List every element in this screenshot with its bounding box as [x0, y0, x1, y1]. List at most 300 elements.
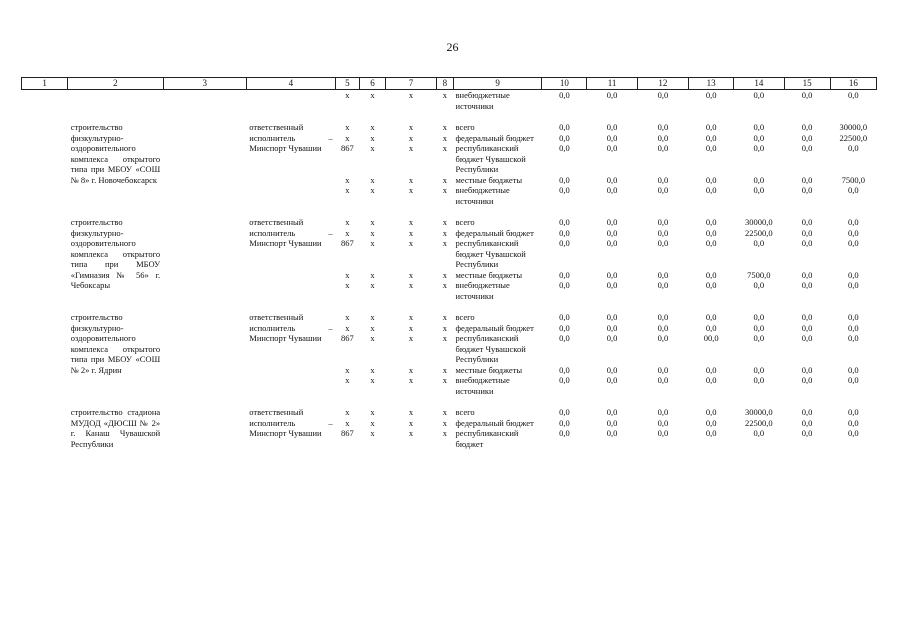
amount-cell: 0,0: [848, 428, 859, 438]
amount-cell: 0,0: [705, 217, 717, 227]
table-row: [22, 312, 877, 323]
code-grbs: х: [345, 280, 350, 290]
amount-cell: 0,0: [801, 417, 813, 428]
amount-cell: 0,0: [753, 333, 765, 343]
funding-source: местные бюджеты: [455, 174, 523, 185]
amount-cell: 0,0: [606, 185, 618, 195]
funding-source: республиканский бюджет Чувашской Республики: [455, 333, 526, 364]
amount-cell: 0,0: [848, 185, 859, 195]
amount-cell: 0,0: [657, 269, 669, 280]
amount-cell: 0,0: [705, 280, 717, 290]
code-section: х: [370, 312, 375, 322]
funding-source: внебюджетные источники: [455, 90, 510, 111]
amount-cell: 0,0: [705, 122, 717, 132]
funding-source: внебюджетные источники: [455, 280, 510, 301]
funding-source: республиканский бюджет: [455, 428, 519, 449]
code-target: х: [408, 333, 414, 343]
code-section: х: [370, 417, 375, 428]
cell-empty: [163, 375, 246, 396]
code-target: х: [408, 280, 414, 290]
amount-cell: 0,0: [606, 364, 618, 375]
code-section: х: [370, 132, 375, 143]
cell-empty: [22, 407, 68, 418]
code-section: х: [370, 364, 375, 375]
amount-cell: 0,0: [705, 238, 717, 248]
code-grbs: х: [345, 217, 350, 227]
measure-name: строительство физкультурно-оздоровительного комплекса открытого типа при МБОУ «Гимназия № 56» г. Чебоксары: [70, 217, 161, 290]
cell-empty: [163, 133, 246, 144]
cell-empty: [22, 428, 68, 449]
amount-cell: 0,0: [606, 90, 618, 100]
amount-cell: 0,0: [753, 375, 765, 385]
amount-cell: 0,0: [559, 407, 570, 417]
cell-empty: [246, 90, 335, 112]
amount-cell: 0,0: [705, 143, 717, 153]
amount-cell: 0,0: [848, 143, 859, 153]
amount-cell: 0,0: [559, 269, 570, 280]
code-target: х: [408, 407, 414, 417]
code-type: х: [442, 238, 447, 248]
code-grbs: х: [345, 185, 350, 195]
spacer-cell: [22, 111, 877, 122]
amount-cell: 0,0: [606, 333, 618, 343]
table-row: [22, 122, 877, 133]
code-grbs: х: [345, 227, 350, 238]
code-type: х: [442, 185, 447, 195]
cell-empty: [163, 312, 246, 323]
cell-empty: [163, 122, 246, 133]
cell-empty: [22, 228, 68, 239]
funding-source: всего: [455, 312, 475, 322]
amount-cell: 0,0: [848, 407, 859, 417]
amount-cell: 0,0: [606, 280, 618, 290]
amount-cell: 0,0: [606, 238, 618, 248]
amount-cell: 0,0: [657, 375, 669, 385]
executor-name: ответственный исполнитель – Минспорт Чувашии: [249, 312, 333, 343]
code-target: х: [408, 428, 414, 438]
code-target: х: [408, 269, 414, 280]
amount-cell: 0,0: [559, 90, 570, 100]
funding-source: всего: [455, 122, 475, 132]
cell-empty: [22, 280, 68, 301]
amount-cell: 0,0: [848, 375, 859, 385]
amount-cell: 0,0: [559, 280, 570, 290]
amount-cell: 0,0: [606, 407, 618, 417]
amount-cell: 0,0: [606, 122, 618, 132]
spacer-row: [22, 301, 877, 312]
code-section: х: [370, 90, 375, 100]
cell-empty: [163, 418, 246, 429]
amount-cell: 0,0: [657, 174, 669, 185]
amount-cell: 0,0: [753, 174, 765, 185]
amount-cell: 0,0: [657, 280, 669, 290]
measure-name: строительство стадиона МУДОД «ДЮСШ № 2» г. Канаш Чувашской Республики: [70, 407, 161, 449]
amount-cell: 0,0: [753, 322, 765, 333]
column-number: 3: [163, 78, 246, 90]
code-type: х: [442, 333, 447, 343]
column-number: 6: [359, 78, 386, 90]
cell-empty: [22, 122, 68, 133]
funding-source: республиканский бюджет Чувашской Республики: [455, 143, 526, 174]
column-number: 9: [454, 78, 542, 90]
amount-cell: 0,0: [606, 227, 618, 238]
amount-cell: 0,0: [801, 90, 813, 100]
amount-cell: 0,0: [657, 417, 669, 428]
code-type: х: [442, 322, 447, 333]
amount-cell: 0,0: [801, 185, 813, 195]
code-target: х: [408, 90, 414, 100]
amount-cell: 0,0: [848, 217, 859, 227]
amount-cell: 0,0: [753, 364, 765, 375]
column-number: 14: [734, 78, 784, 90]
amount-cell: 0,0: [848, 90, 859, 100]
amount-cell: 0,0: [705, 132, 717, 143]
amount-cell: 0,0: [705, 269, 717, 280]
column-numbers-row: [22, 78, 877, 90]
amount-cell: 0,0: [801, 174, 813, 185]
code-grbs: х: [345, 174, 350, 185]
cell-empty: [163, 407, 246, 418]
spacer-cell: [22, 301, 877, 312]
code-grbs: х: [345, 322, 350, 333]
code-target: х: [408, 227, 414, 238]
code-section: х: [370, 238, 375, 248]
amount-cell: 0,0: [606, 174, 618, 185]
amount-cell: 0,0: [801, 428, 813, 438]
amount-cell: 0,0: [801, 375, 813, 385]
amount-cell: 0,0: [848, 227, 859, 238]
code-type: х: [442, 428, 447, 438]
amount-cell: 0,0: [559, 322, 570, 333]
column-number: 12: [637, 78, 688, 90]
amount-cell: 0,0: [559, 375, 570, 385]
amount-cell: 0,0: [559, 185, 570, 195]
cell-empty: [22, 90, 68, 112]
amount-cell: 0,0: [753, 312, 765, 322]
amount-cell: 0,0: [657, 322, 669, 333]
amount-cell: 30000,0: [839, 122, 868, 132]
code-grbs: х: [345, 375, 350, 385]
spacer-row: [22, 396, 877, 407]
code-type: х: [442, 174, 447, 185]
amount-cell: 0,0: [705, 417, 717, 428]
amount-cell: 0,0: [657, 185, 669, 195]
amount-cell: 0,0: [705, 174, 717, 185]
amount-cell: 0,0: [559, 312, 570, 322]
column-number: 7: [386, 78, 436, 90]
code-grbs: х: [345, 269, 350, 280]
cell-empty: [163, 143, 246, 175]
code-grbs: 867: [340, 238, 354, 248]
amount-cell: 0,0: [606, 143, 618, 153]
code-grbs: х: [345, 407, 350, 417]
amount-cell: 7500,0: [841, 174, 866, 185]
cell-empty: [163, 323, 246, 334]
cell-empty: [22, 323, 68, 334]
amount-cell: 0,0: [606, 132, 618, 143]
amount-cell: 0,0: [606, 217, 618, 227]
executor-name: ответственный исполнитель – Минспорт Чувашии: [249, 217, 333, 248]
cell-empty: [163, 365, 246, 376]
amount-cell: 0,0: [559, 428, 570, 438]
code-type: х: [442, 417, 447, 428]
amount-cell: 22500,0: [745, 417, 773, 428]
code-section: х: [370, 428, 375, 438]
code-grbs: х: [345, 312, 350, 322]
amount-cell: 0,0: [705, 322, 717, 333]
cell-empty: [22, 143, 68, 175]
amount-cell: 0,0: [606, 269, 618, 280]
amount-cell: 22500,0: [839, 132, 868, 143]
amount-cell: 0,0: [657, 238, 669, 248]
amount-cell: 0,0: [801, 122, 813, 132]
code-section: х: [370, 280, 375, 290]
code-target: х: [408, 185, 414, 195]
cell-empty: [163, 185, 246, 206]
funding-source: федеральный бюджет: [455, 417, 534, 428]
amount-cell: 0,0: [657, 217, 669, 227]
cell-empty: [22, 375, 68, 396]
amount-cell: 0,0: [801, 132, 813, 143]
table-row: [22, 407, 877, 418]
code-section: х: [370, 143, 375, 153]
amount-cell: 0,0: [705, 312, 717, 322]
cell-empty: [22, 418, 68, 429]
amount-cell: 0,0: [801, 312, 813, 322]
code-section: х: [370, 122, 375, 132]
code-type: х: [442, 407, 447, 417]
amount-cell: 0,0: [801, 333, 813, 343]
spacer-row: [22, 111, 877, 122]
code-target: х: [408, 174, 414, 185]
code-type: х: [442, 90, 447, 100]
amount-cell: 0,0: [657, 407, 669, 417]
amount-cell: 0,0: [606, 312, 618, 322]
amount-cell: 0,0: [657, 122, 669, 132]
amount-cell: 0,0: [657, 364, 669, 375]
amount-cell: 22500,0: [745, 227, 773, 238]
spacer-cell: [22, 396, 877, 407]
code-type: х: [442, 122, 447, 132]
cell-empty: [22, 365, 68, 376]
code-grbs: 867: [340, 333, 354, 343]
amount-cell: 0,0: [801, 227, 813, 238]
column-number: 4: [246, 78, 335, 90]
code-section: х: [370, 407, 375, 417]
amount-cell: 0,0: [559, 132, 570, 143]
amount-cell: 0,0: [657, 227, 669, 238]
amount-cell: 0,0: [657, 132, 669, 143]
code-type: х: [442, 132, 447, 143]
budget-table: [21, 77, 877, 449]
funding-source: федеральный бюджет: [455, 322, 534, 333]
amount-cell: 0,0: [606, 322, 618, 333]
code-section: х: [370, 375, 375, 385]
amount-cell: 0,0: [801, 364, 813, 375]
code-grbs: х: [345, 417, 350, 428]
amount-cell: 0,0: [753, 280, 765, 290]
code-grbs: х: [345, 122, 350, 132]
funding-source: внебюджетные источники: [455, 185, 510, 206]
funding-source: внебюджетные источники: [455, 375, 510, 396]
amount-cell: 0,0: [606, 375, 618, 385]
code-grbs: х: [345, 132, 350, 143]
cell-empty: [163, 90, 246, 112]
amount-cell: 0,0: [753, 132, 765, 143]
cell-empty: [163, 228, 246, 239]
amount-cell: 0,0: [559, 122, 570, 132]
cell-empty: [163, 238, 246, 270]
amount-cell: 0,0: [559, 174, 570, 185]
code-section: х: [370, 269, 375, 280]
amount-cell: 0,0: [801, 322, 813, 333]
code-target: х: [408, 312, 414, 322]
amount-cell: 0,0: [801, 143, 813, 153]
amount-cell: 0,0: [559, 227, 570, 238]
amount-cell: 7500,0: [747, 269, 771, 280]
code-target: х: [408, 417, 414, 428]
cell-empty: [163, 428, 246, 449]
amount-cell: 0,0: [559, 333, 570, 343]
table-row: [22, 217, 877, 228]
amount-cell: 0,0: [559, 417, 570, 428]
amount-cell: 0,0: [559, 217, 570, 227]
cell-empty: [68, 90, 163, 112]
code-grbs: 867: [340, 428, 354, 438]
amount-cell: 0,0: [753, 143, 765, 153]
code-type: х: [442, 280, 447, 290]
amount-cell: 0,0: [657, 90, 669, 100]
cell-empty: [22, 270, 68, 281]
amount-cell: 0,0: [705, 227, 717, 238]
code-target: х: [408, 132, 414, 143]
amount-cell: 0,0: [657, 312, 669, 322]
amount-cell: 0,0: [753, 238, 765, 248]
cell-empty: [163, 175, 246, 186]
measure-name: строительство физкультурно-оздоровительного комплекса открытого типа при МБОУ «СОШ № 2» г. Ядрин: [70, 312, 161, 375]
code-grbs: х: [345, 90, 350, 100]
column-number: 1: [22, 78, 68, 90]
cell-empty: [163, 333, 246, 365]
funding-source: всего: [455, 217, 475, 227]
code-type: х: [442, 312, 447, 322]
amount-cell: 0,0: [753, 185, 765, 195]
cell-empty: [22, 238, 68, 270]
code-section: х: [370, 227, 375, 238]
code-section: х: [370, 217, 375, 227]
amount-cell: 0,0: [801, 407, 813, 417]
amount-cell: 0,0: [848, 238, 859, 248]
amount-cell: 0,0: [848, 364, 859, 375]
amount-cell: 0,0: [753, 428, 765, 438]
code-type: х: [442, 375, 447, 385]
funding-source: местные бюджеты: [455, 269, 523, 280]
column-number: 11: [587, 78, 637, 90]
amount-cell: 0,0: [606, 417, 618, 428]
code-target: х: [408, 122, 414, 132]
code-target: х: [408, 238, 414, 248]
cell-empty: [22, 333, 68, 365]
amount-cell: 0,0: [705, 185, 717, 195]
amount-cell: 0,0: [705, 428, 717, 438]
page-number: 26: [446, 40, 459, 54]
amount-cell: 30000,0: [745, 407, 773, 417]
code-section: х: [370, 322, 375, 333]
code-grbs: 867: [340, 143, 354, 153]
cell-empty: [163, 217, 246, 228]
column-number: 2: [68, 78, 163, 90]
amount-cell: 0,0: [848, 280, 859, 290]
funding-source: местные бюджеты: [455, 364, 523, 375]
code-target: х: [408, 322, 414, 333]
funding-source: республиканский бюджет Чувашской Республики: [455, 238, 526, 269]
code-section: х: [370, 185, 375, 195]
funding-source: всего: [455, 407, 475, 417]
code-section: х: [370, 333, 375, 343]
executor-name: ответственный исполнитель – Минспорт Чувашии: [249, 407, 333, 438]
amount-cell: 0,0: [848, 333, 859, 343]
code-section: х: [370, 174, 375, 185]
amount-cell: 0,0: [657, 428, 669, 438]
funding-source: федеральный бюджет: [455, 227, 534, 238]
cell-empty: [22, 175, 68, 186]
cell-empty: [163, 280, 246, 301]
cell-empty: [163, 270, 246, 281]
amount-cell: 0,0: [705, 364, 717, 375]
code-type: х: [442, 364, 447, 375]
executor-name: ответственный исполнитель – Минспорт Чувашии: [249, 122, 333, 153]
amount-cell: 0,0: [848, 322, 859, 333]
amount-cell: 0,0: [801, 238, 813, 248]
spacer-cell: [22, 206, 877, 217]
amount-cell: 30000,0: [745, 217, 773, 227]
table-row: [22, 90, 877, 112]
code-grbs: х: [345, 364, 350, 375]
cell-empty: [22, 185, 68, 206]
cell-empty: [22, 217, 68, 228]
amount-cell: 0,0: [801, 280, 813, 290]
code-target: х: [408, 364, 414, 375]
amount-cell: 0,0: [848, 417, 859, 428]
column-number: 13: [689, 78, 734, 90]
code-target: х: [408, 143, 414, 153]
amount-cell: 0,0: [848, 312, 859, 322]
code-type: х: [442, 217, 447, 227]
amount-cell: 0,0: [657, 333, 669, 343]
amount-cell: 0,0: [753, 90, 765, 100]
column-number: 15: [784, 78, 830, 90]
amount-cell: 0,0: [559, 143, 570, 153]
amount-cell: 0,0: [801, 217, 813, 227]
code-type: х: [442, 143, 447, 153]
funding-source: федеральный бюджет: [455, 132, 534, 143]
amount-cell: 0,0: [657, 143, 669, 153]
measure-name: строительство физкультурно-оздоровительного комплекса открытого типа при МБОУ «СОШ № 8» г. Новочебоксарск: [70, 122, 161, 185]
column-number: 16: [830, 78, 876, 90]
spacer-row: [22, 206, 877, 217]
amount-cell: 0,0: [705, 375, 717, 385]
amount-cell: 0,0: [705, 407, 717, 417]
code-target: х: [408, 217, 414, 227]
amount-cell: 0,0: [753, 122, 765, 132]
cell-empty: [22, 133, 68, 144]
amount-cell: 0,0: [801, 269, 813, 280]
amount-cell: 00,0: [703, 333, 719, 343]
code-target: х: [408, 375, 414, 385]
column-number: 10: [542, 78, 587, 90]
amount-cell: 0,0: [606, 428, 618, 438]
amount-cell: 0,0: [705, 90, 717, 100]
